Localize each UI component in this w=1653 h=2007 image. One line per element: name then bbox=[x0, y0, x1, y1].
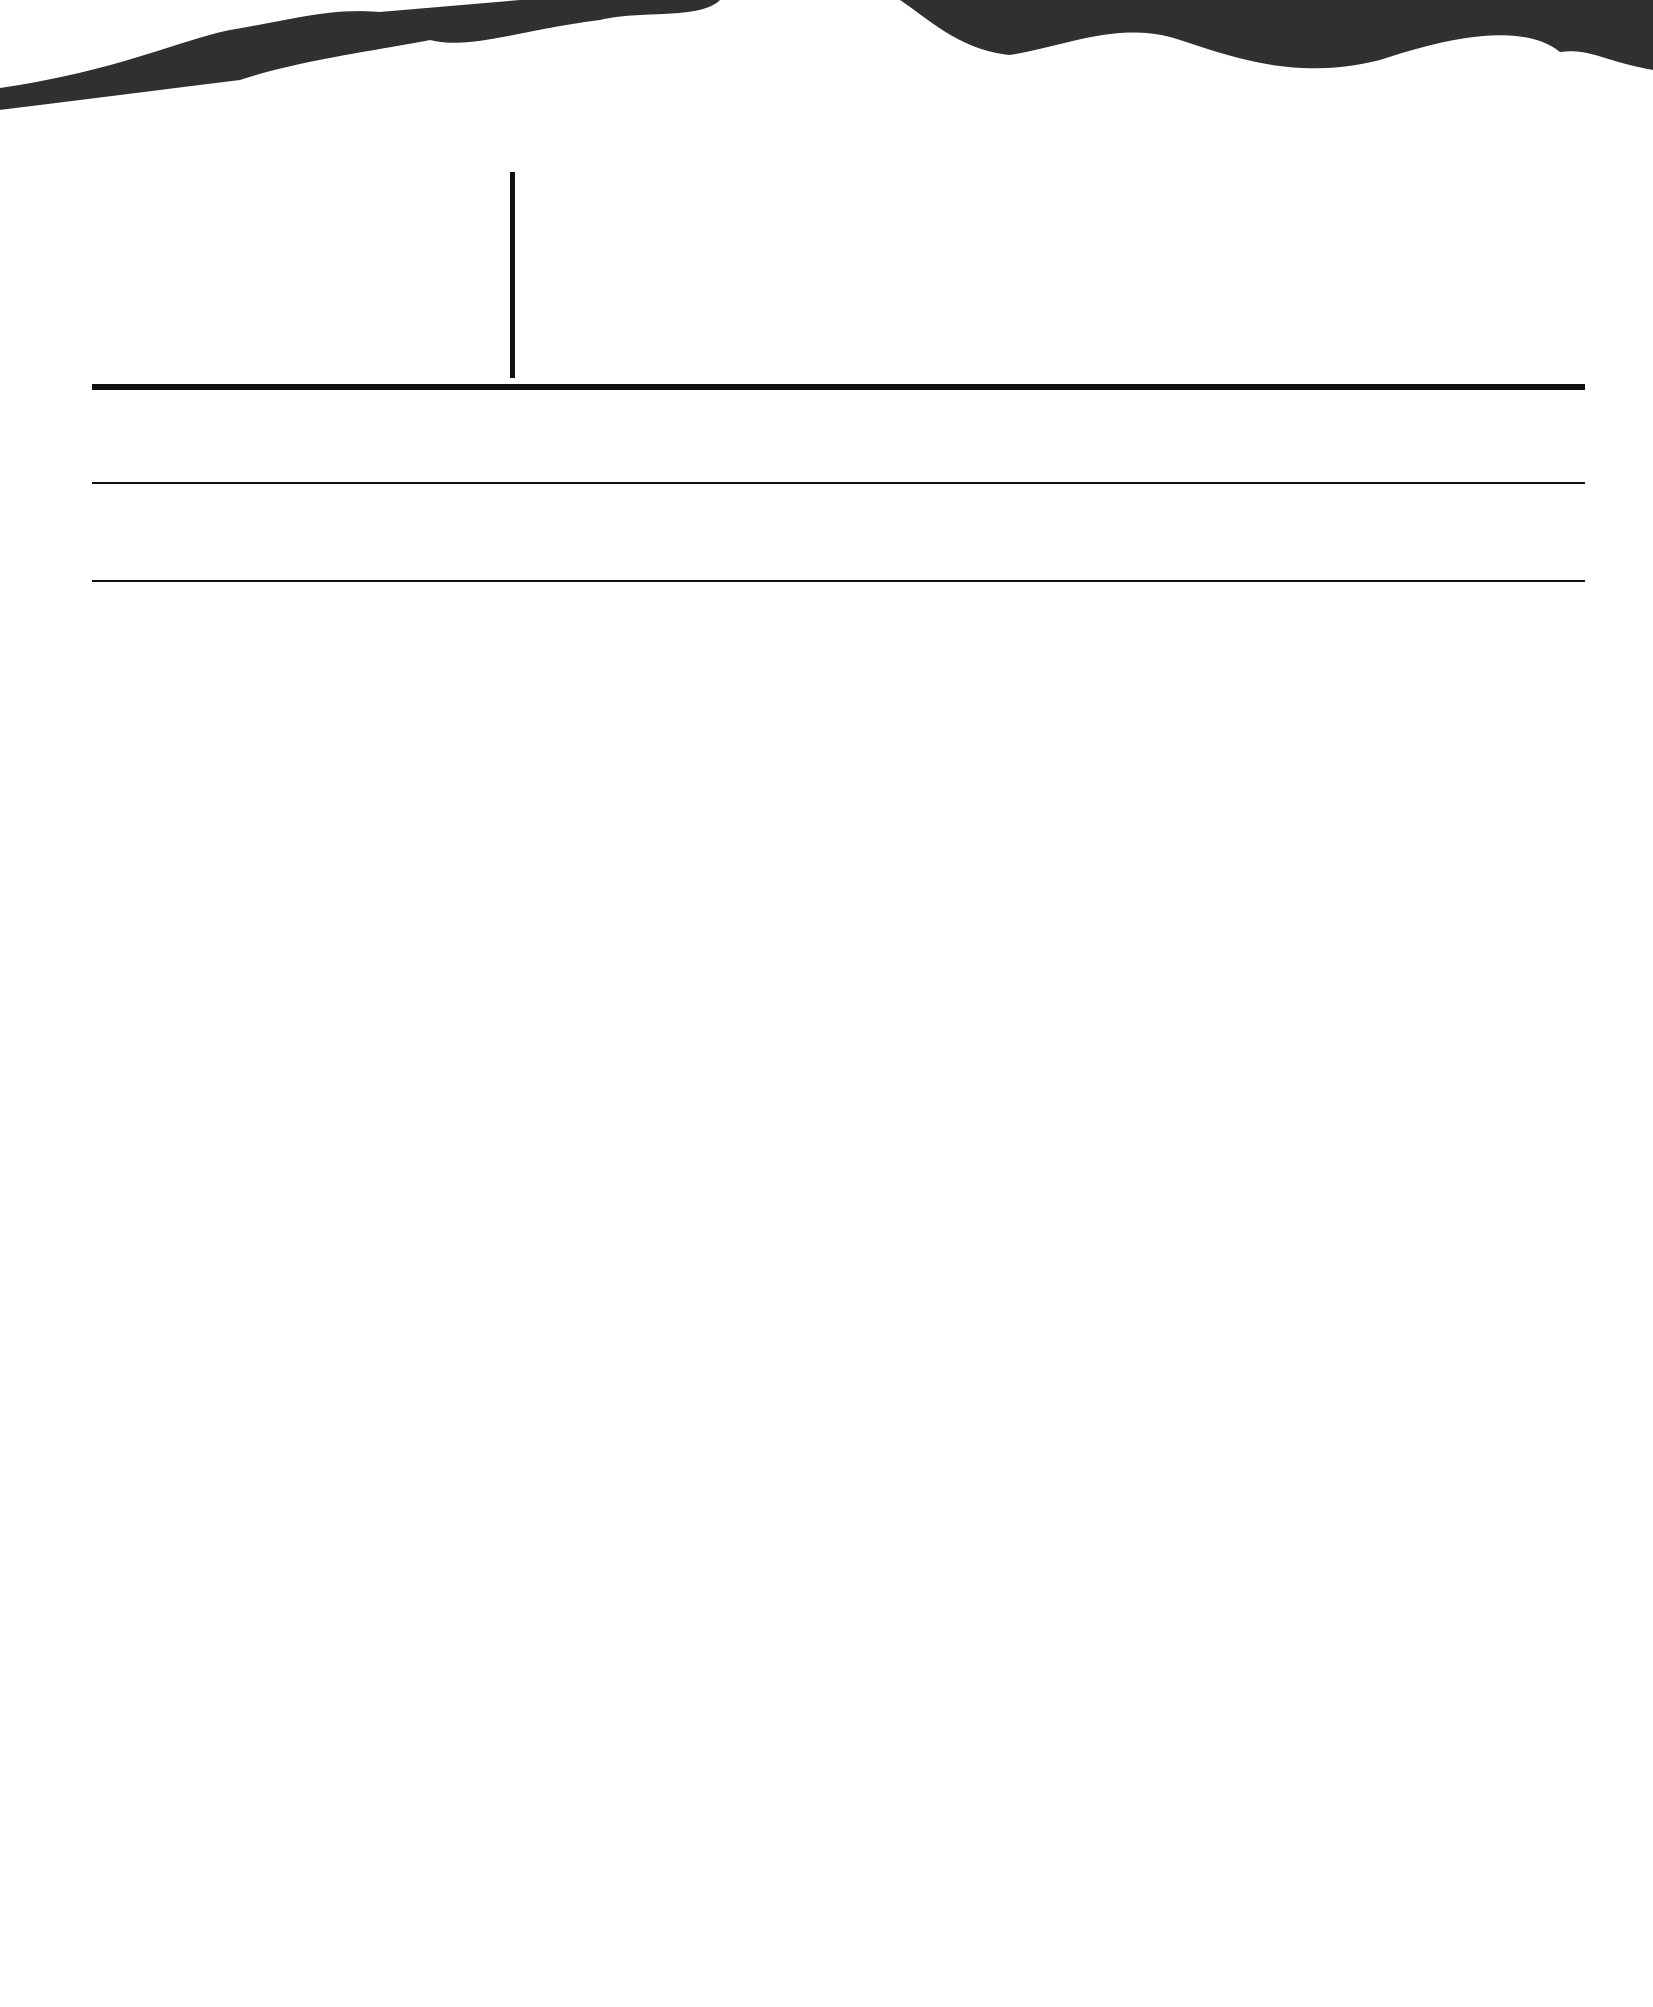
right-header-past bbox=[1421, 715, 1585, 755]
right-header-metr bbox=[958, 715, 1073, 755]
right-header-nr bbox=[1192, 715, 1307, 755]
right-header-sp-m bbox=[846, 715, 956, 755]
left-header-past bbox=[663, 715, 823, 755]
left-header-tr bbox=[551, 715, 661, 755]
left-header-metr bbox=[200, 715, 315, 755]
left-header-tom bbox=[317, 715, 432, 755]
right-header-tr bbox=[1309, 715, 1419, 755]
right-header-tom bbox=[1075, 715, 1190, 755]
left-header-nr bbox=[434, 715, 549, 755]
left-header-sp-m bbox=[88, 715, 198, 755]
